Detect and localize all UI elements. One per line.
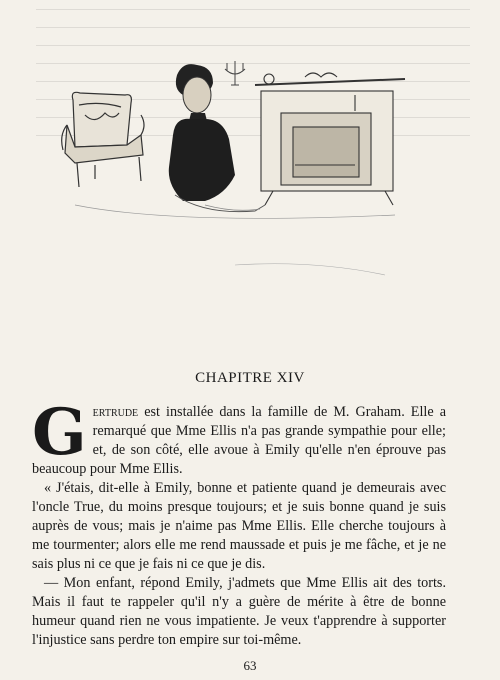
chapter-illustration <box>55 55 415 285</box>
seated-woman-icon <box>169 64 265 212</box>
page-number: 63 <box>243 658 257 673</box>
drop-cap: G <box>32 395 87 470</box>
paragraph-1-text: est installée dans la famille de M. Graham. Elle a remarqué que Mme Ellis n'a pas grande sympathie pour elle; et, de son côté, elle avoue à Emily qu'elle n'en éprouve pas beaucoup pour Mme Ellis. <box>32 404 446 477</box>
chapter-title: CHAPITRE XIV <box>195 370 305 386</box>
paragraph-2: « J'étais, dit-elle à Emily, bonne et patiente quand je demeurais avec l'oncle True, du moins presque toujours; et je suis bonne quand je suis auprès de vous; mais je n'aime pas Mme Ellis. Elle cherche toujours à me tourmenter; alors elle me rend maussade et puis je me fâche, et je ne sais plus ni ce que je fais ni ce que je dis. <box>32 480 446 572</box>
body-text <box>32 395 446 650</box>
candlestick-icon <box>225 61 245 85</box>
lead-word: ertrude <box>92 404 139 420</box>
armchair-icon <box>62 92 144 187</box>
fireplace-icon <box>255 73 405 205</box>
paragraph-3: — Mon enfant, répond Emily, j'admets que Mme Ellis ait des torts. Mais il faut te rappeler qu'il n'y a guère de mérite à être de bonne humeur quand rien ne vous impatiente. Je veux t'apprendre à supporter l'injustice sans perdre ton empire sur toi-même. <box>32 575 446 648</box>
paragraph-1 <box>32 395 446 479</box>
